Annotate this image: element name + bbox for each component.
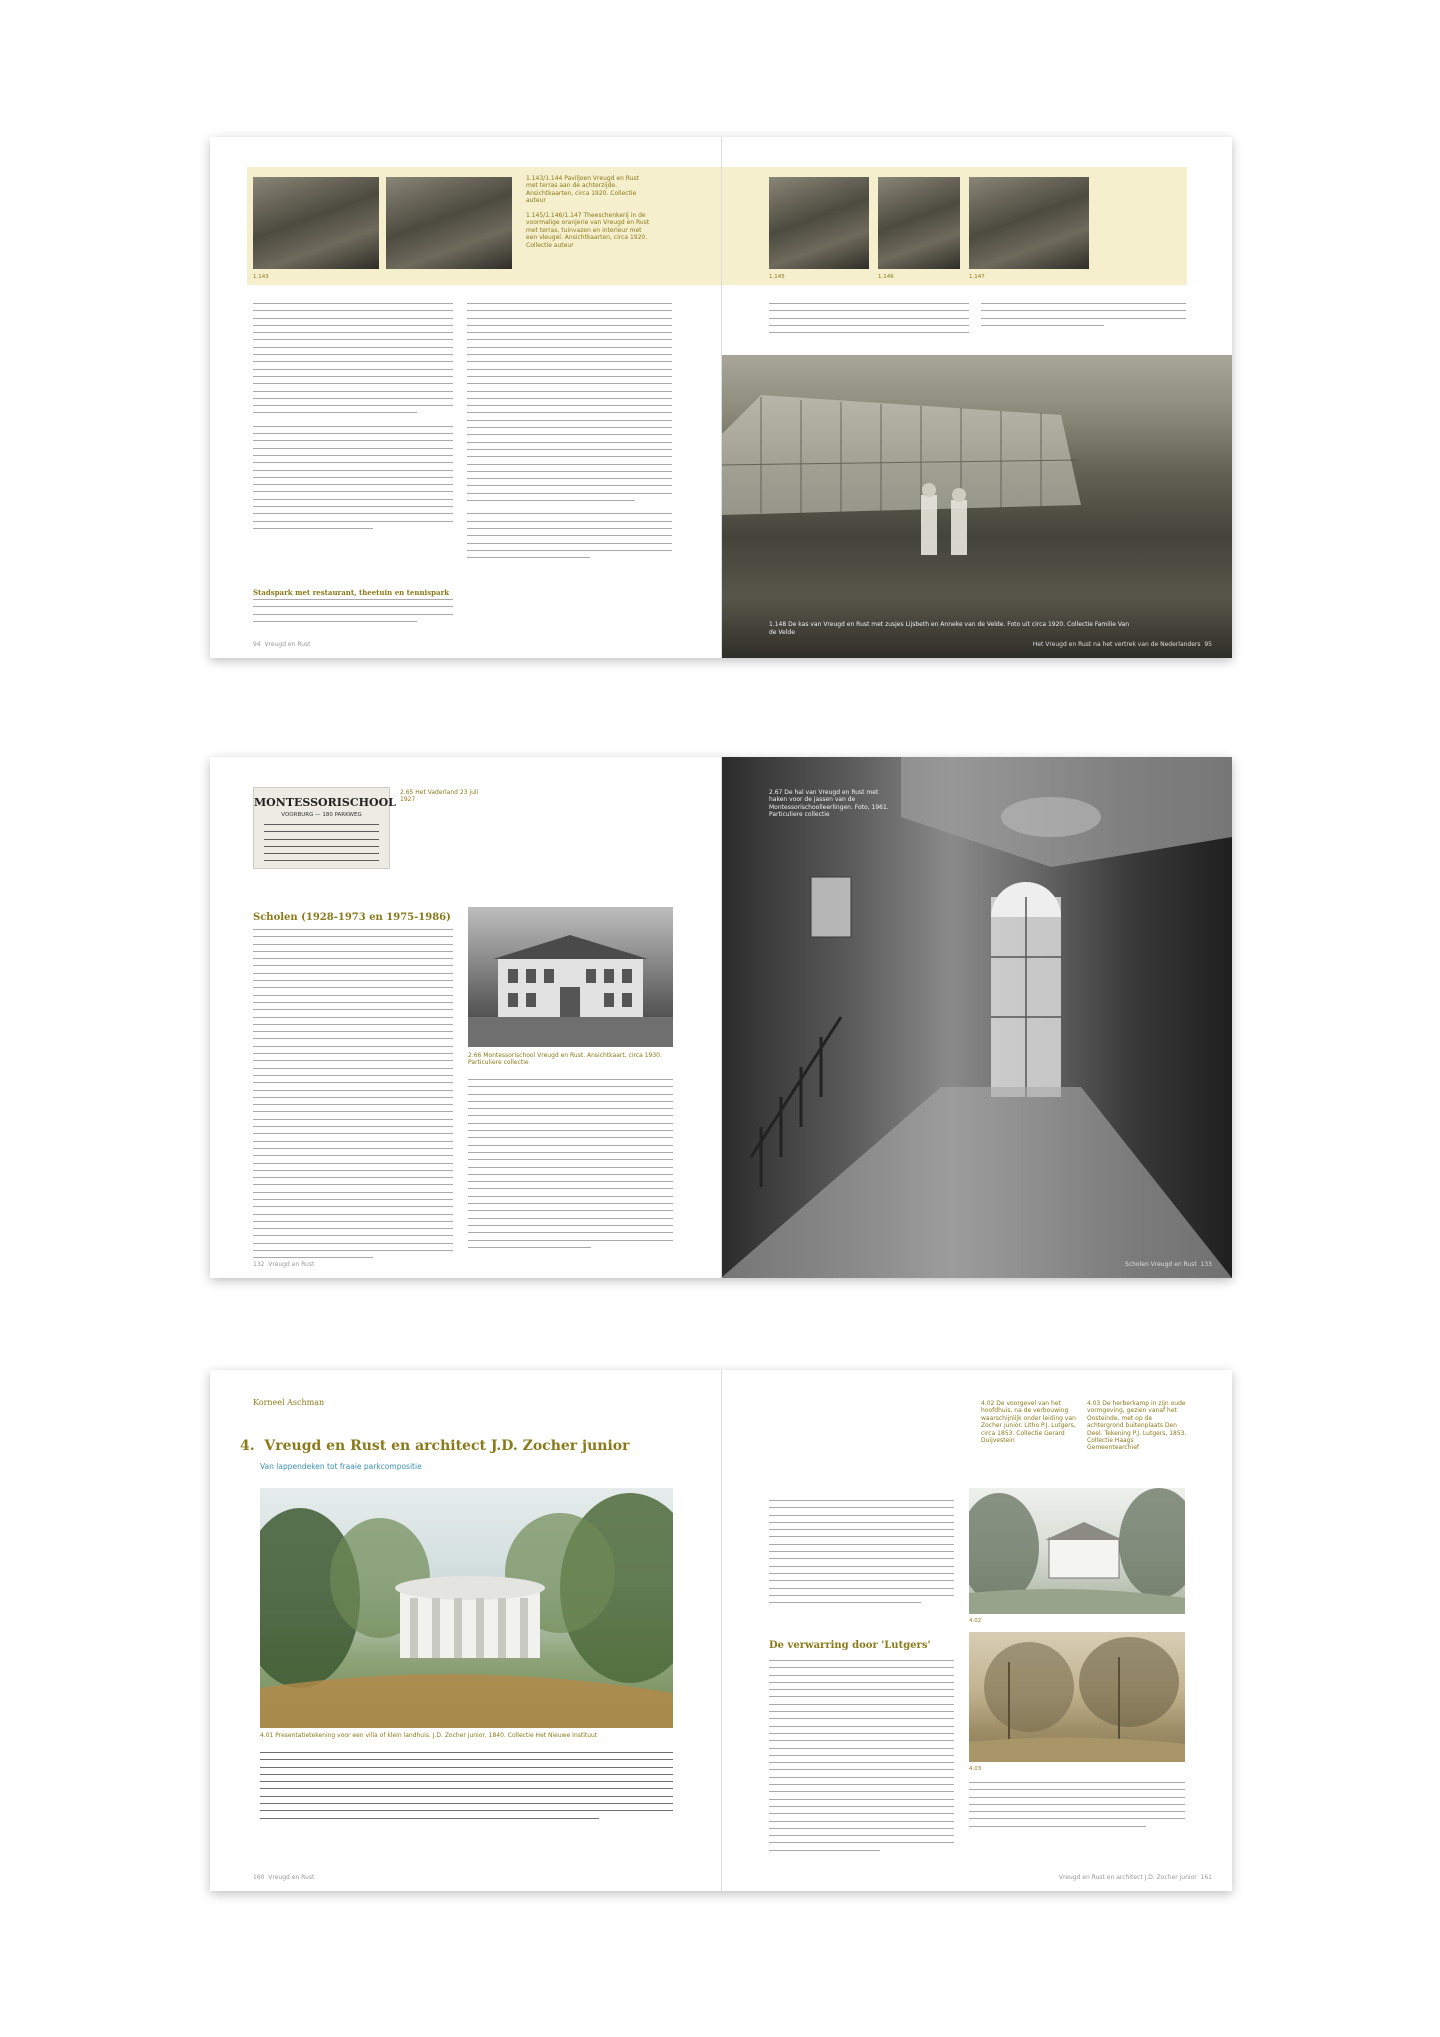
caption-1-148: 1.148 De kas van Vreugd en Rust met zusjes Lijsbeth en Anneke van de Velde. Foto uit circa 1920. Collectie Familie Van de Velde [769, 621, 1129, 636]
villa-illustration [260, 1488, 673, 1728]
label-1-147: 1.147 [969, 274, 985, 280]
text-column-3 [969, 1782, 1185, 1833]
photo-4-03-drawing [969, 1632, 1185, 1762]
section-title-scholen: Scholen (1928-1973 en 1975-1986) [253, 912, 451, 923]
page-number-160 [253, 1874, 314, 1881]
caption-4-02: 4.02 De voorgevel van het hoofdhuis, na de verbouwing waarschijnlijk onder leiding van Zocher junior. Litho P.J. Lutgers, circa 1853. Collectie Gerard Duijvestein [981, 1400, 1076, 1445]
text-column-3 [769, 303, 969, 339]
greenhouse-illustration [721, 355, 1232, 658]
page-number-133 [1125, 1261, 1212, 1268]
label-1-146: 1.146 [878, 274, 894, 280]
caption-4-03: 4.03 De herberkamp in zijn oude vormgeving, gezien vanaf het Oosteinde, met op de achtergrond buitenplaats Den Deel. Tekening P.J. Lutgers, 1853. Collectie Haags Gemeentearchief [1087, 1400, 1187, 1452]
hallway-illustration [721, 757, 1232, 1278]
caption-1-145: 1.145/1.146/1.147 Theeschenkerij in de voormalige oranjerie van Vreugd en Rust met terras, tuinvazen en interieur met een vleugel. Ansichtkaarten, circa 1920. Collectie auteur [526, 212, 650, 249]
page-133 [721, 757, 1232, 1278]
photo-4-02-litho [969, 1488, 1185, 1614]
clipping-text [264, 824, 379, 861]
page-number: 160 [253, 1874, 265, 1881]
photo-2-67-hallway [721, 757, 1232, 1278]
author-name: Korneel Aschman [253, 1398, 325, 1407]
text-column-1 [253, 929, 453, 1265]
running-head-right: Het Vreugd en Rust na het vertrek van de Nederlanders [1032, 641, 1201, 648]
clipping-subtitle: VOORBURG — 180 PARKWEG [281, 812, 362, 818]
photo-1-147 [969, 177, 1089, 269]
page-number-right: 133 [1200, 1261, 1212, 1268]
text-column-2 [467, 303, 672, 564]
photo-1-144 [386, 177, 512, 269]
drawing-illustration [969, 1632, 1185, 1762]
running-head: Vreugd en Rust [264, 641, 311, 648]
label-1-145: 1.145 [769, 274, 785, 280]
photo-1-148-greenhouse [721, 355, 1232, 658]
newspaper-clipping [253, 787, 396, 869]
page-number-132 [253, 1261, 314, 1268]
spread-pages-160-161 [210, 1370, 1232, 1891]
text-column-1b [253, 599, 453, 628]
page-number: 132 [253, 1261, 265, 1268]
text-column-2 [468, 1079, 673, 1254]
chapter-subtitle: Van lappendeken tot fraaie parkcompositie [260, 1462, 422, 1471]
page-95 [721, 137, 1232, 658]
photo-4-01-villa-drawing [260, 1488, 673, 1728]
page-number-right: 161 [1200, 1874, 1212, 1881]
text-column-1 [253, 303, 453, 535]
page-number-161 [1059, 1874, 1212, 1881]
photo-1-146 [878, 177, 960, 269]
intro-text [260, 1752, 673, 1825]
page-132 [210, 757, 721, 1278]
litho-illustration [969, 1488, 1185, 1614]
page-94 [210, 137, 721, 658]
caption-2-65: 2.65 Het Vaderland 23 juli 1927 [400, 789, 479, 804]
page-number: 94 [253, 641, 261, 648]
page-number-right: 95 [1204, 641, 1212, 648]
label-4-03: 4.03 [969, 1766, 982, 1772]
text-column-4 [981, 303, 1186, 332]
page-160 [210, 1370, 721, 1891]
school-building-illustration [468, 907, 673, 1047]
subhead-stadspark: Stadspark met restaurant, theetuin en tennispark [253, 588, 450, 597]
photo-2-66-school [468, 907, 673, 1047]
spread-pages-94-95 [210, 137, 1232, 658]
photo-1-143 [253, 177, 379, 269]
label-4-02: 4.02 [969, 1618, 982, 1624]
page-number-94 [253, 641, 311, 648]
chapter-title-text: Vreugd en Rust en architect J.D. Zocher junior [264, 1438, 630, 1454]
running-head: Vreugd en Rust [268, 1874, 315, 1881]
label-1-143: 1.143 [253, 274, 269, 280]
caption-1-143: 1.143/1.144 Paviljoen Vreugd en Rust met terras aan de achterzijde. Ansichtkaarten, circa 1920. Collectie auteur [526, 175, 639, 205]
running-head: Vreugd en Rust [268, 1261, 315, 1268]
clipping-title: MONTESSORISCHOOL [254, 796, 396, 809]
caption-2-67: 2.67 De hal van Vreugd en Rust met haken voor de jassen van de Montessorischoolleerlingen. Foto, 1961. Particuliere collectie [769, 789, 889, 819]
text-column-1 [769, 1500, 954, 1609]
chapter-number: 4. [240, 1438, 255, 1454]
caption-4-01: 4.01 Presentatietekening voor een villa of klein landhuis. J.D. Zocher junior, 1840. Collectie Het Nieuwe Instituut [260, 1732, 598, 1739]
chapter-title [240, 1438, 630, 1454]
text-column-2 [769, 1660, 954, 1857]
spread-pages-132-133 [210, 757, 1232, 1278]
running-head-right: Vreugd en Rust en architect J.D. Zocher junior [1058, 1874, 1197, 1881]
caption-2-66: 2.66 Montessorischool Vreugd en Rust. Ansichtkaart, circa 1930. Particuliere collectie [468, 1052, 662, 1067]
section-title-lutgers: De verwarring door 'Lutgers' [769, 1640, 931, 1651]
running-head-right: Scholen Vreugd en Rust [1125, 1261, 1197, 1268]
page-161 [721, 1370, 1232, 1891]
page-number-95 [1033, 641, 1212, 648]
photo-1-145 [769, 177, 869, 269]
